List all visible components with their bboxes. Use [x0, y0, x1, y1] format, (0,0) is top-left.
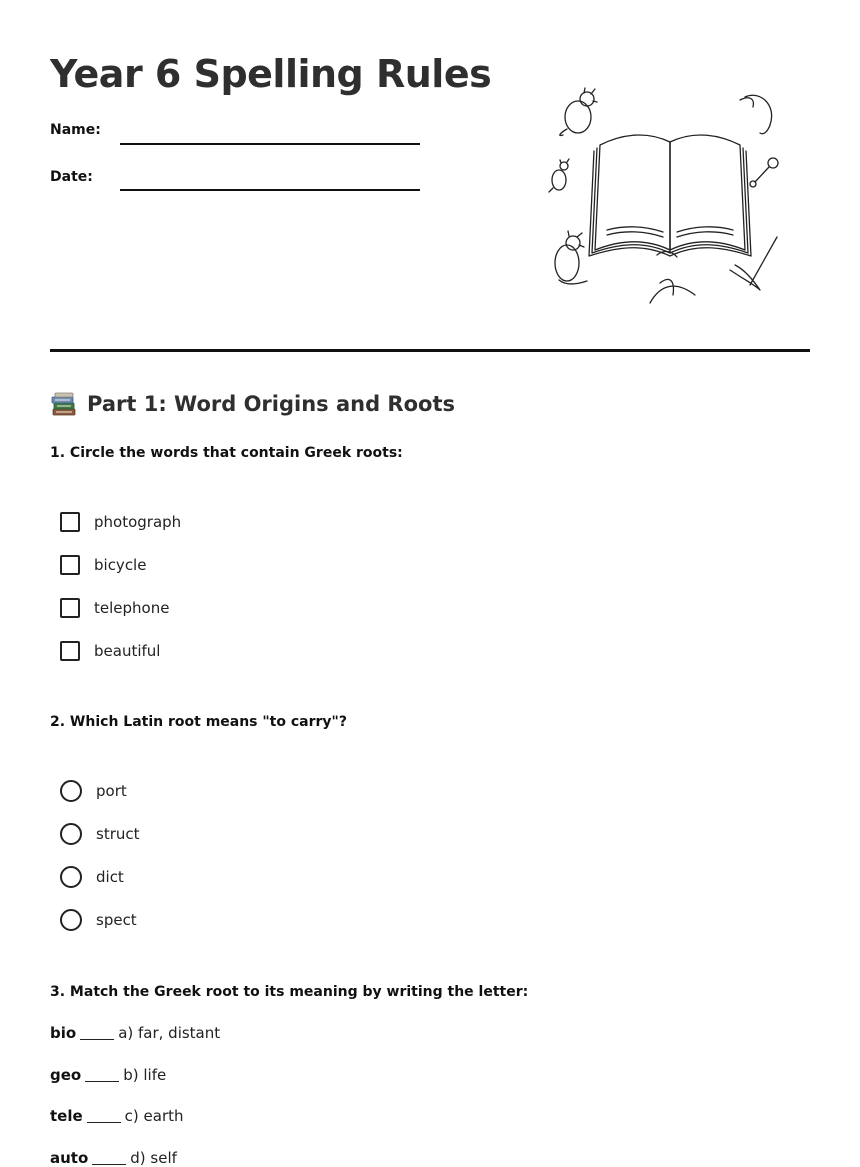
- checkbox[interactable]: [60, 641, 80, 661]
- mouse-sitting-icon: [560, 88, 597, 136]
- question-3: 3. Match the Greek root to its meaning by writing the letter:: [50, 984, 529, 1000]
- match-row: [50, 1066, 166, 1084]
- rat-icon: [555, 231, 587, 284]
- option-label: bicycle: [94, 555, 147, 574]
- answer-blank[interactable]: [80, 1039, 114, 1040]
- root-word: geo: [50, 1066, 82, 1084]
- checkbox[interactable]: [60, 598, 80, 618]
- feather-pen-icon: [730, 237, 777, 290]
- option-label: struct: [96, 824, 140, 843]
- worksheet-page: [50, 0, 810, 1167]
- name-field[interactable]: [120, 143, 420, 145]
- radio-button[interactable]: [60, 780, 82, 802]
- part1-heading: [50, 388, 455, 420]
- radio-option[interactable]: [60, 855, 460, 898]
- root-word: tele: [50, 1107, 83, 1125]
- checkbox[interactable]: [60, 512, 80, 532]
- hook-icon: [740, 95, 772, 133]
- root-meaning: b) life: [123, 1066, 167, 1084]
- checkbox-option[interactable]: [60, 586, 460, 629]
- radio-button[interactable]: [60, 866, 82, 888]
- curl-ornament-icon: [650, 251, 695, 303]
- radio-button[interactable]: [60, 823, 82, 845]
- section-divider: [50, 349, 810, 352]
- match-row: [50, 1149, 177, 1167]
- question-1-options: [60, 500, 460, 672]
- option-label: photograph: [94, 512, 182, 531]
- answer-blank[interactable]: [85, 1081, 119, 1082]
- question-2-options: [60, 769, 460, 941]
- root-word: auto: [50, 1149, 89, 1167]
- answer-blank[interactable]: [92, 1164, 126, 1165]
- part1-title: Part 1: Word Origins and Roots: [87, 392, 455, 416]
- checkbox[interactable]: [60, 555, 80, 575]
- open-book-illustration: [545, 85, 785, 310]
- option-label: beautiful: [94, 641, 161, 660]
- option-label: telephone: [94, 598, 170, 617]
- checkbox-option[interactable]: [60, 543, 460, 586]
- page-title: Year 6 Spelling Rules: [50, 52, 492, 96]
- answer-blank[interactable]: [87, 1122, 121, 1123]
- checkbox-option[interactable]: [60, 629, 460, 672]
- question-2: 2. Which Latin root means "to carry"?: [50, 714, 347, 730]
- root-word: bio: [50, 1024, 77, 1042]
- radio-option[interactable]: [60, 769, 460, 812]
- small-mouse-icon: [549, 159, 569, 192]
- key-icon: [750, 158, 778, 187]
- radio-button[interactable]: [60, 909, 82, 931]
- root-meaning: d) self: [130, 1149, 177, 1167]
- root-meaning: c) earth: [124, 1107, 184, 1125]
- open-book-icon: [589, 135, 751, 256]
- option-label: dict: [96, 867, 124, 886]
- date-label: Date:: [50, 169, 93, 185]
- option-label: port: [96, 781, 127, 800]
- checkbox-option[interactable]: [60, 500, 460, 543]
- radio-option[interactable]: [60, 812, 460, 855]
- radio-option[interactable]: [60, 898, 460, 941]
- match-row: [50, 1107, 184, 1125]
- option-label: spect: [96, 910, 137, 929]
- books-icon: [50, 391, 77, 418]
- name-label: Name:: [50, 122, 101, 138]
- question-1: 1. Circle the words that contain Greek roots:: [50, 445, 403, 461]
- date-field[interactable]: [120, 189, 420, 191]
- match-row: [50, 1024, 220, 1042]
- root-meaning: a) far, distant: [118, 1024, 221, 1042]
